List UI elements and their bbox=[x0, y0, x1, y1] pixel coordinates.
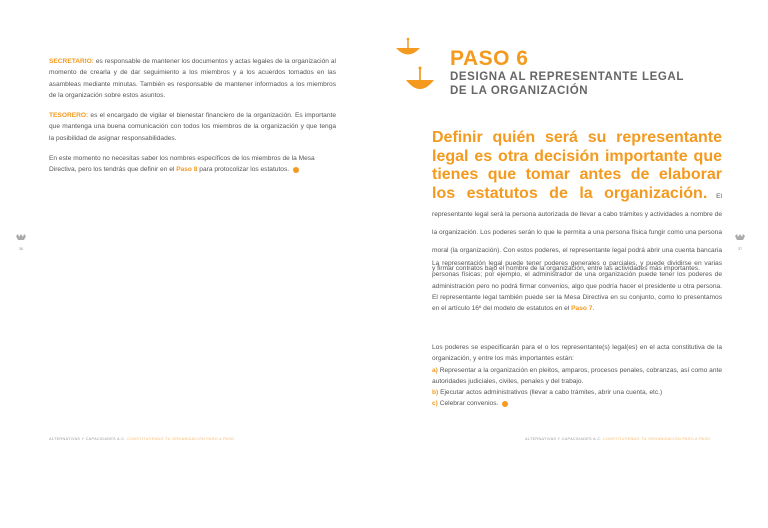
power-text: Representar a la organización en pleitos, amparos, procesos penales, cobranzas, así como ante autoridades judiciales, civiles, penales y del trabajo. bbox=[432, 366, 722, 385]
page-ornament-icon bbox=[735, 234, 745, 241]
lead-block bbox=[432, 129, 722, 275]
page-ornament-icon bbox=[16, 234, 26, 241]
lead-highlight: Definir quién será su representante legal es otra decisión importante que tienes que tomar antes de elaborar los estatutos de la organización. bbox=[432, 129, 722, 202]
representation-text: La representación legal puede tener poderes generales o parciales, y puede dividirse en varias personas físicas; por ejemplo, el administrador de una organización puede tener los poderes de administración pero no podrá firmar convenios, algo que podría hacer el presidente u otra persona. El representante legal también puede ser la Mesa Directiva en su conjunto, como lo presentamos en el artículo 16º del modelo de estatutos en el bbox=[432, 260, 722, 313]
lead-paragraph bbox=[432, 129, 722, 275]
right-footer bbox=[525, 437, 710, 441]
umbrella-icon bbox=[405, 66, 435, 96]
lead-body: El representante legal será la persona autorizada de llevar a cabo trámites y actividades a nombre de la organización. Los poderes serán lo que le permita a una persona física fungir como una persona moral (la organización). Con estos poderes, el representante legal podrá abrir una cuenta bancaria y firmar contratos bajo el nombre de la organización, entre las actividades más importantes. bbox=[432, 192, 722, 272]
footer-title: CONSTITUYENDO TU ORGANIZACIÓN PASO A PASO bbox=[126, 437, 235, 441]
left-footer bbox=[49, 437, 234, 441]
tesorero-label: TESORERO: bbox=[49, 112, 89, 120]
power-letter: a) bbox=[432, 366, 438, 374]
power-letter: c) bbox=[432, 400, 438, 408]
left-folio bbox=[15, 228, 27, 251]
paso7-link[interactable]: Paso 7 bbox=[571, 305, 593, 313]
secretario-label: SECRETARIO: bbox=[49, 58, 94, 65]
step-title: PASO 6 bbox=[450, 47, 529, 70]
footer-org: ALTERNATIVAS Y CAPACIDADES A.C. bbox=[49, 437, 126, 441]
tesorero-text: es el encargado de vigilar el bienestar financiero de la organización. Es importante que mantenga una buena comunicación con todos los miembros de la organización y que tenga la posibilidad de asignar responsabilidades. bbox=[49, 112, 336, 142]
end-mark-icon bbox=[293, 167, 299, 173]
power-item-b bbox=[432, 387, 722, 398]
umbrella-icon bbox=[395, 37, 421, 61]
tesorero-paragraph bbox=[49, 110, 336, 144]
closing-paragraph bbox=[49, 153, 336, 176]
powers-intro: Los poderes se especificarán para el o los representante(s) legal(es) en el acta constitutiva de la organización, y entre los más importantes están: bbox=[432, 344, 722, 363]
right-folio bbox=[734, 228, 746, 251]
powers-section bbox=[432, 342, 722, 410]
footer-title: CONSTITUYENDO TU ORGANIZACIÓN PASO A PASO bbox=[602, 437, 711, 441]
secretario-paragraph bbox=[49, 56, 336, 101]
closing-text: En este momento no necesitas saber los nombres específicos de los miembros de la Mesa Directiva, pero los tendrás que definir en el bbox=[49, 155, 315, 174]
right-page-number: 37 bbox=[737, 246, 743, 251]
end-mark-icon bbox=[502, 401, 508, 407]
left-page-number: 36 bbox=[18, 246, 24, 251]
power-text: Celebrar convenios. bbox=[437, 400, 499, 408]
power-text: Ejecutar actos administrativos (llevar a cabo trámites, abrir una cuenta, etc.) bbox=[438, 389, 663, 397]
power-letter: b) bbox=[432, 389, 439, 397]
power-item-a bbox=[432, 365, 722, 388]
power-item-c bbox=[432, 398, 722, 409]
left-text-column bbox=[49, 56, 336, 185]
representation-after: . bbox=[592, 305, 595, 313]
closing-after: para protocolizar los estatutos. bbox=[197, 166, 290, 174]
paso8-link[interactable]: Paso 8 bbox=[176, 166, 198, 174]
secretario-text: es responsable de mantener los documentos y actas legales de la organización al momento de crearla y de dar seguimiento a los miembros y a los acuerdos tomados en las asambleas mediante minutas. También es responsable de mantener informados a los miembros de la organización sobre estos asuntos. bbox=[49, 58, 336, 99]
step-subtitle-line1: DESIGNA AL REPRESENTANTE LEGAL bbox=[450, 71, 684, 83]
representation-paragraph bbox=[432, 258, 722, 314]
footer-org: ALTERNATIVAS Y CAPACIDADES A.C. bbox=[525, 437, 602, 441]
step-subtitle-line2: DE LA ORGANIZACIÓN bbox=[450, 85, 589, 97]
